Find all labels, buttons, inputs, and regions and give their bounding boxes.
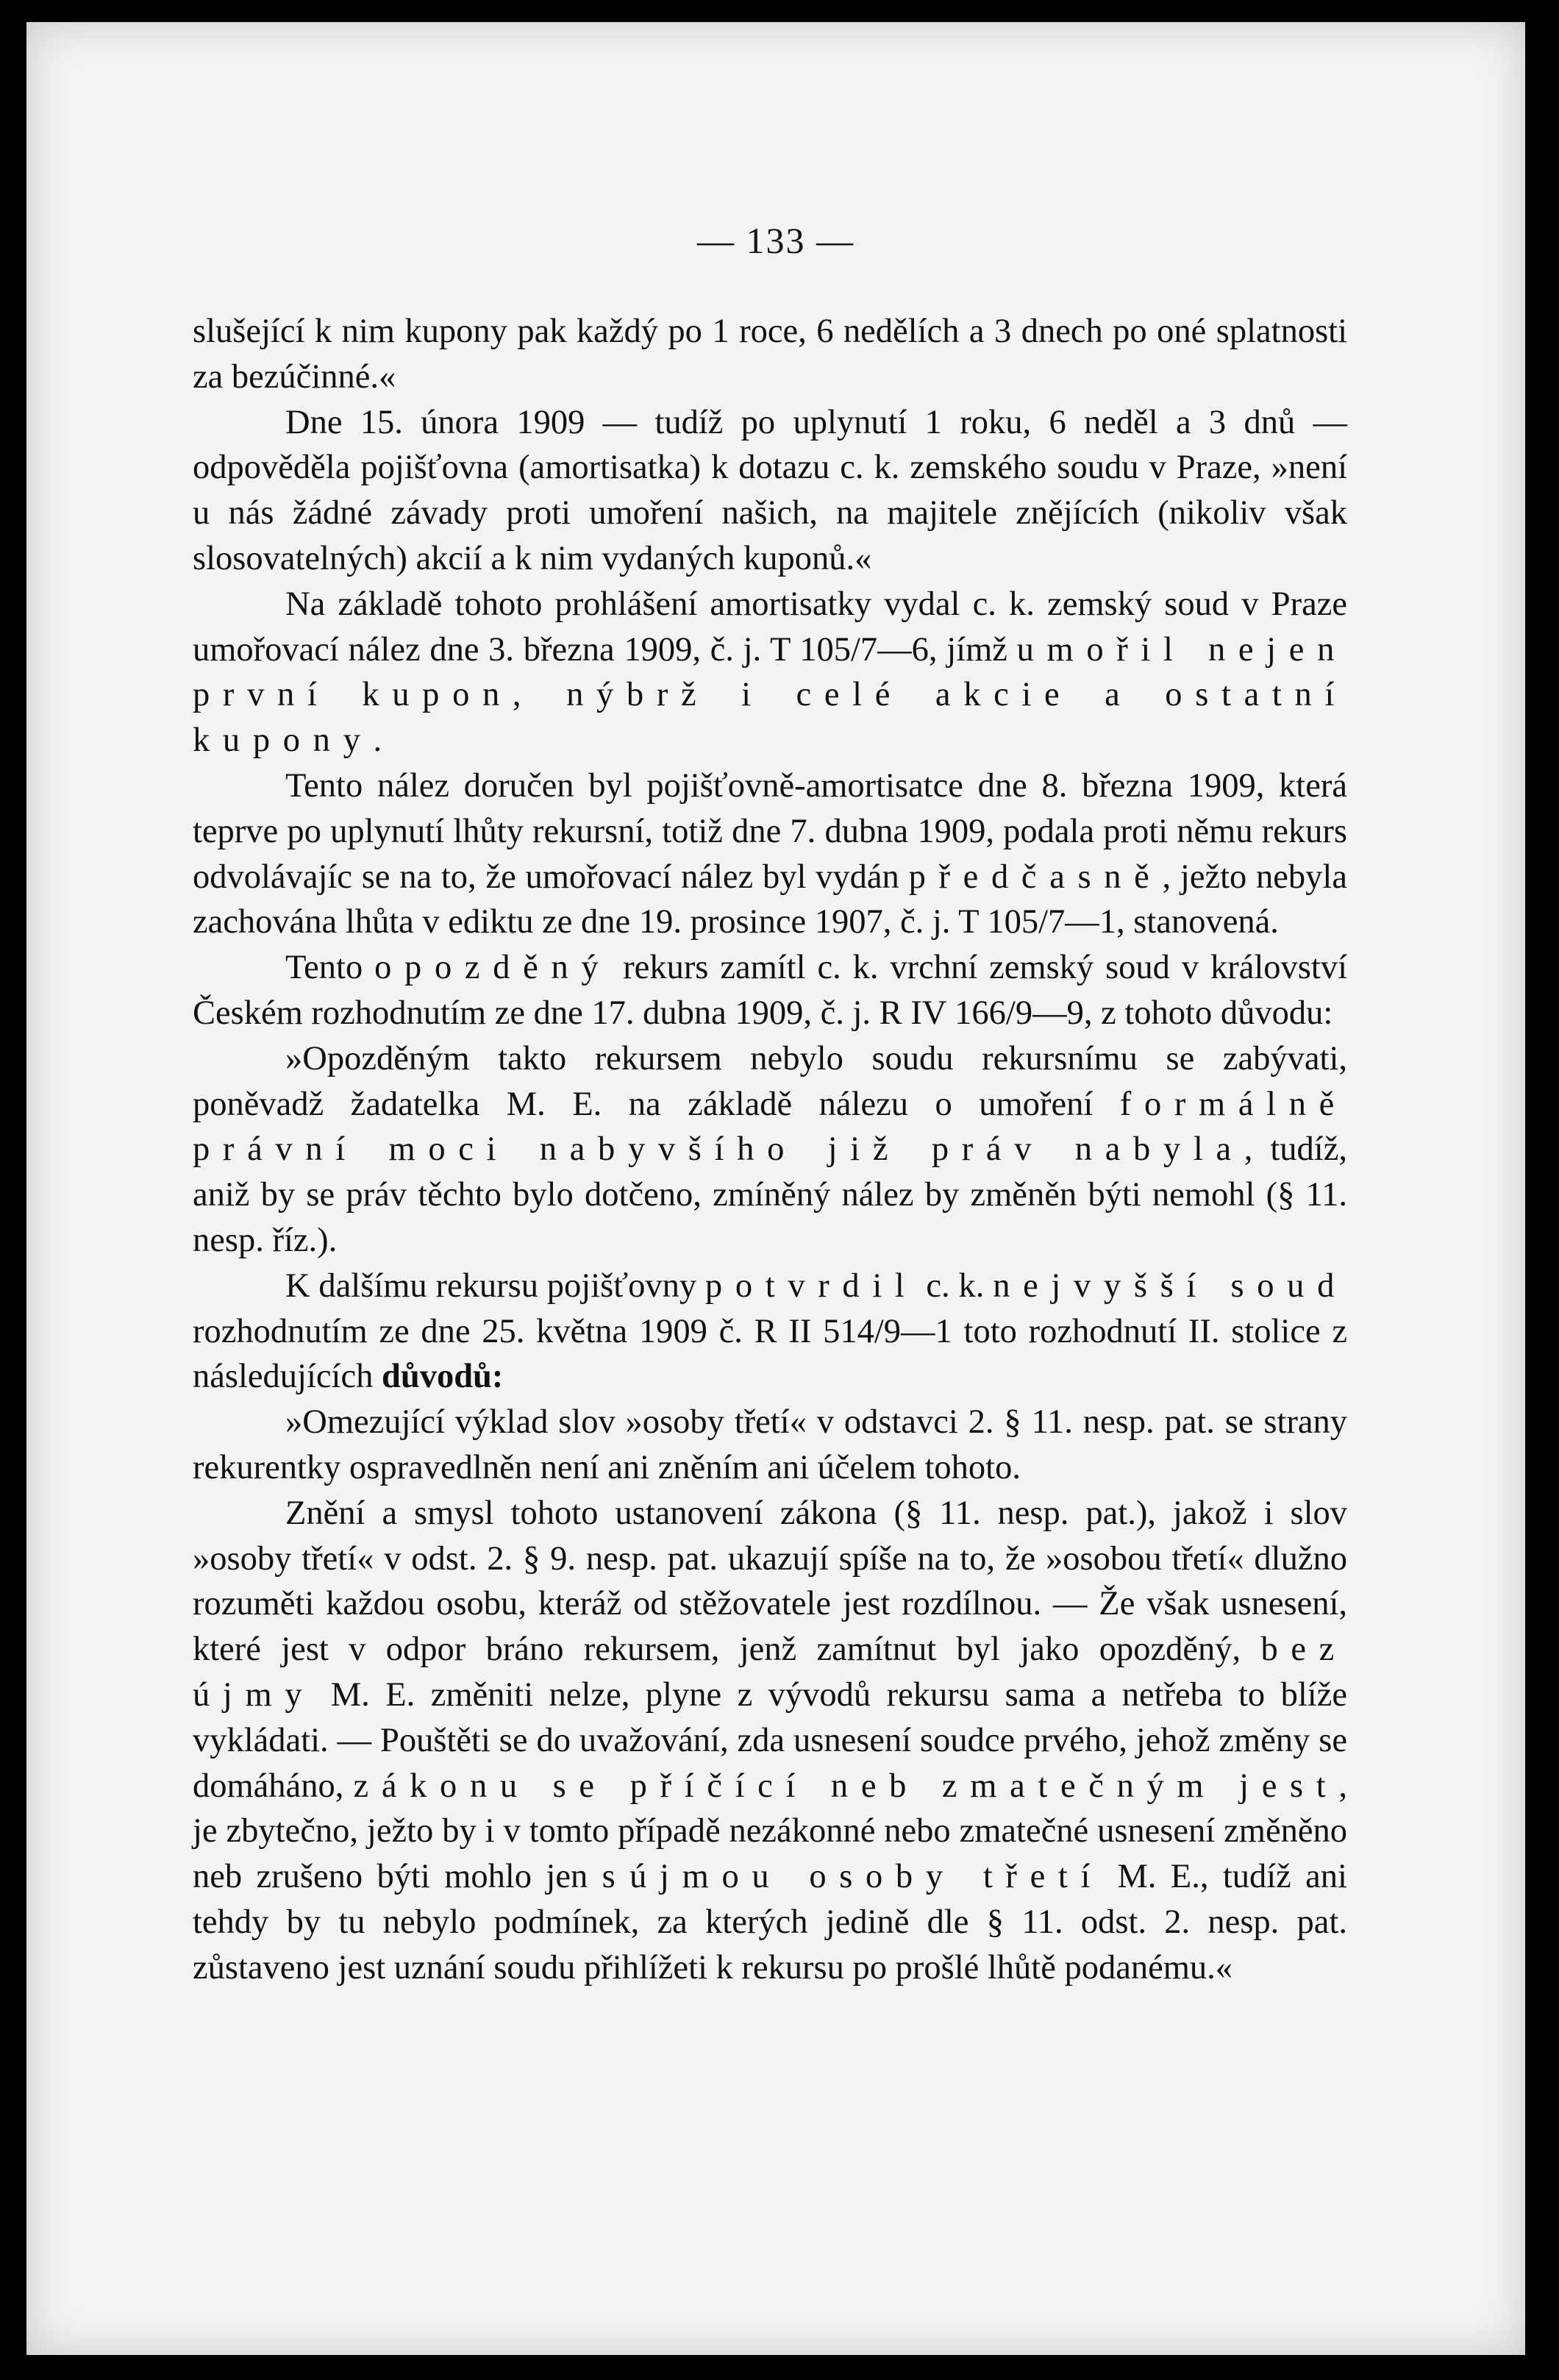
text-run: Na základě tohoto prohlášení amortisatky vydal c. k. zemský soud v Praze umořovací nález dne 3. března 1909, č. j. T 105/7—6, jímž bbox=[193, 585, 1347, 669]
spaced-emphasis: opozděný bbox=[374, 949, 612, 987]
spaced-emphasis: formálně právní moci nabyvšího již práv nabyla bbox=[193, 1085, 1347, 1169]
spaced-emphasis: umořil nejen první kupon, nýbrž i celé akcie a ostatní kupony bbox=[193, 630, 1348, 760]
spaced-emphasis: předčasně bbox=[908, 858, 1163, 896]
text-run: K dalšímu rekursu pojišťovny bbox=[285, 1266, 705, 1305]
body-text bbox=[193, 309, 1347, 1990]
text-run: Tento nález doručen byl pojišťovně-amortisatce dne 8. března 1909, která teprve po uplynutí lhůty rekursní, totiž dne 7. dubna 1909, podala proti němu rekurs odvolávajíc se na to, že umořovací nález byl vydán bbox=[193, 766, 1347, 896]
text-run: , je zbytečno, ježto by i v tomto případě nezákonné nebo zmatečné usnesení změněno neb zrušeno býti mohlo jen s bbox=[193, 1767, 1347, 1896]
paragraph-5 bbox=[193, 945, 1347, 1036]
scanned-page bbox=[26, 22, 1525, 2355]
text-run: , ježto nebyla zachována lhůta v ediktu ze dne 19. prosince 1907, č. j. T 105/7—1, stanovená. bbox=[193, 858, 1347, 941]
text-run: rekurs zamítl c. k. vrchní zemský soud v království Českém rozhodnutím ze dne 17. dubna 1909, č. j. R IV 166/9—9, z tohoto důvodu: bbox=[193, 949, 1347, 1032]
text-run: Tento bbox=[285, 949, 375, 987]
text-run: c. k. bbox=[917, 1266, 993, 1305]
text-run: rozhodnutím ze dne 25. května 1909 č. R II 514/9—1 toto rozhodnutí II. stolice z následujících bbox=[193, 1312, 1347, 1396]
paragraph-4 bbox=[193, 763, 1347, 945]
spaced-emphasis: zákonu se příčící neb zmatečným jest bbox=[353, 1767, 1339, 1805]
spaced-emphasis: újmou osoby třetí bbox=[629, 1858, 1104, 1896]
text-run: »Omezující výklad slov »osoby třetí« v odstavci 2. § 11. nesp. pat. se strany rekurentky ospravedlněn není ani zněním ani účelem tohoto. bbox=[193, 1403, 1347, 1486]
spaced-emphasis: nejvyšší soud bbox=[993, 1266, 1347, 1305]
paragraph-6 bbox=[193, 1036, 1347, 1264]
text-run: Znění a smysl tohoto ustanovení zákona (§ 11. nesp. pat.), jakož i slov »osoby třetí« v odst. 2. § 9. nesp. pat. ukazují spíše na to, že »osobou třetí« dlužno rozuměti každou osobu, kteráž od stěžovatele jest rozdílnou. — Že však usnesení, které jest v odpor bráno rekursem, jenž zamítnut byl jako opozděný, bbox=[193, 1494, 1347, 1669]
text-run: slušející k nim kupony pak každý po 1 roce, 6 nedělích a 3 dnech po oné splatnosti za bezúčinné.« bbox=[193, 313, 1347, 396]
spaced-emphasis: bez újmy bbox=[193, 1631, 1347, 1714]
text-run: , tudíž, aniž by se práv těchto bylo dotčeno, zmíněný nález by změněn býti nemohl (§ 11. nesp. říz.). bbox=[193, 1130, 1347, 1259]
text-run: . bbox=[373, 722, 382, 760]
spaced-emphasis: potvrdil bbox=[704, 1266, 918, 1305]
text-run: Dne 15. února 1909 — tudíž po uplynutí 1 roku, 6 neděl a 3 dnů — odpověděla pojišťovna (amortisatka) k dotazu c. k. zemského soudu v Praze, »není u nás žádné závady proti umoření našich, na majitele znějících (nikoliv však slosovatelných) akcií a k nim vydaných kuponů.« bbox=[193, 403, 1347, 577]
paragraph-8 bbox=[193, 1400, 1347, 1491]
paragraph-2 bbox=[193, 400, 1347, 582]
text-run: »Opozděným takto rekursem nebylo soudu rekursnímu se zabývati, poněvadž žadatelka M. E. na základě nálezu o umoření bbox=[193, 1039, 1347, 1123]
paragraph-7 bbox=[193, 1264, 1347, 1400]
bold-emphasis: důvodů: bbox=[381, 1358, 504, 1396]
text-run: M. E., tudíž ani tehdy by tu nebylo podmínek, za kterých jedině dle § 11. odst. 2. nesp. pat. zůstaveno jest uznání soudu přihlížeti k rekursu po prošlé lhůtě podanému.« bbox=[193, 1858, 1347, 1987]
paragraph-9 bbox=[193, 1491, 1347, 1991]
paragraph-1 bbox=[193, 309, 1347, 400]
text-run: M. E. změniti nelze, plyne z vývodů rekursu sama a netřeba to blíže vykládati. — Pouštěti se do uvažování, zda usnesení soudce prvého, jehož změny se domáháno, bbox=[193, 1675, 1347, 1805]
paragraph-3 bbox=[193, 582, 1347, 763]
page-number: — 133 — bbox=[697, 220, 855, 261]
